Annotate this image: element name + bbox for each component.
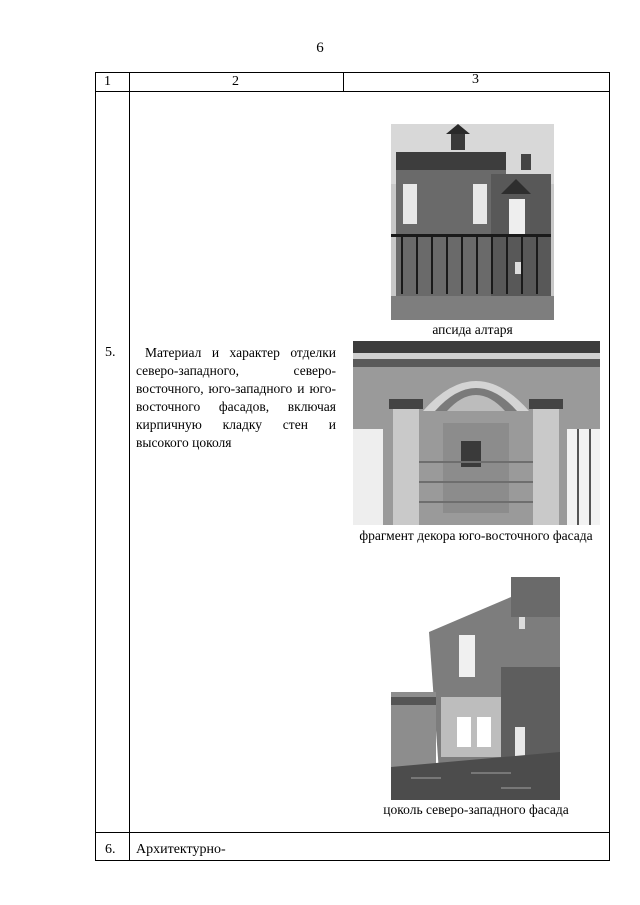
table-border-col2 [343,72,344,92]
plinth-caption: цоколь северо-западного фасада [383,802,569,817]
table-border-left [95,72,96,861]
table-border-right [609,72,610,861]
facade-decor-photo [353,341,600,525]
row-6-number: 6. [105,842,116,857]
table-header-divider [95,91,610,92]
page-number: 6 [316,40,324,56]
plinth-photo [391,577,560,800]
table-header-col1: 1 [104,74,111,89]
facade-decor-caption: фрагмент декора юго-восточного фасада [359,528,593,543]
church-apse-caption: апсида алтаря [432,322,513,337]
church-apse-photo [391,124,554,320]
table-header-col3: 3 [472,72,479,87]
row-5-number: 5. [105,345,116,360]
table-row-divider [95,832,610,833]
table-border-col1 [129,72,130,861]
row-6-description: Архитектурно- [136,842,226,857]
table-border-bottom [95,860,610,861]
table-header-col2: 2 [232,74,239,89]
table-border-top [95,72,610,73]
row-5-description [136,344,336,452]
row-5-description-text: Материал и характер отделки северо-западного, северо-восточного, юго-западного и юго-восточного фасадов, включая кирпичную кладку стен и высокого цоколя [136,345,336,450]
